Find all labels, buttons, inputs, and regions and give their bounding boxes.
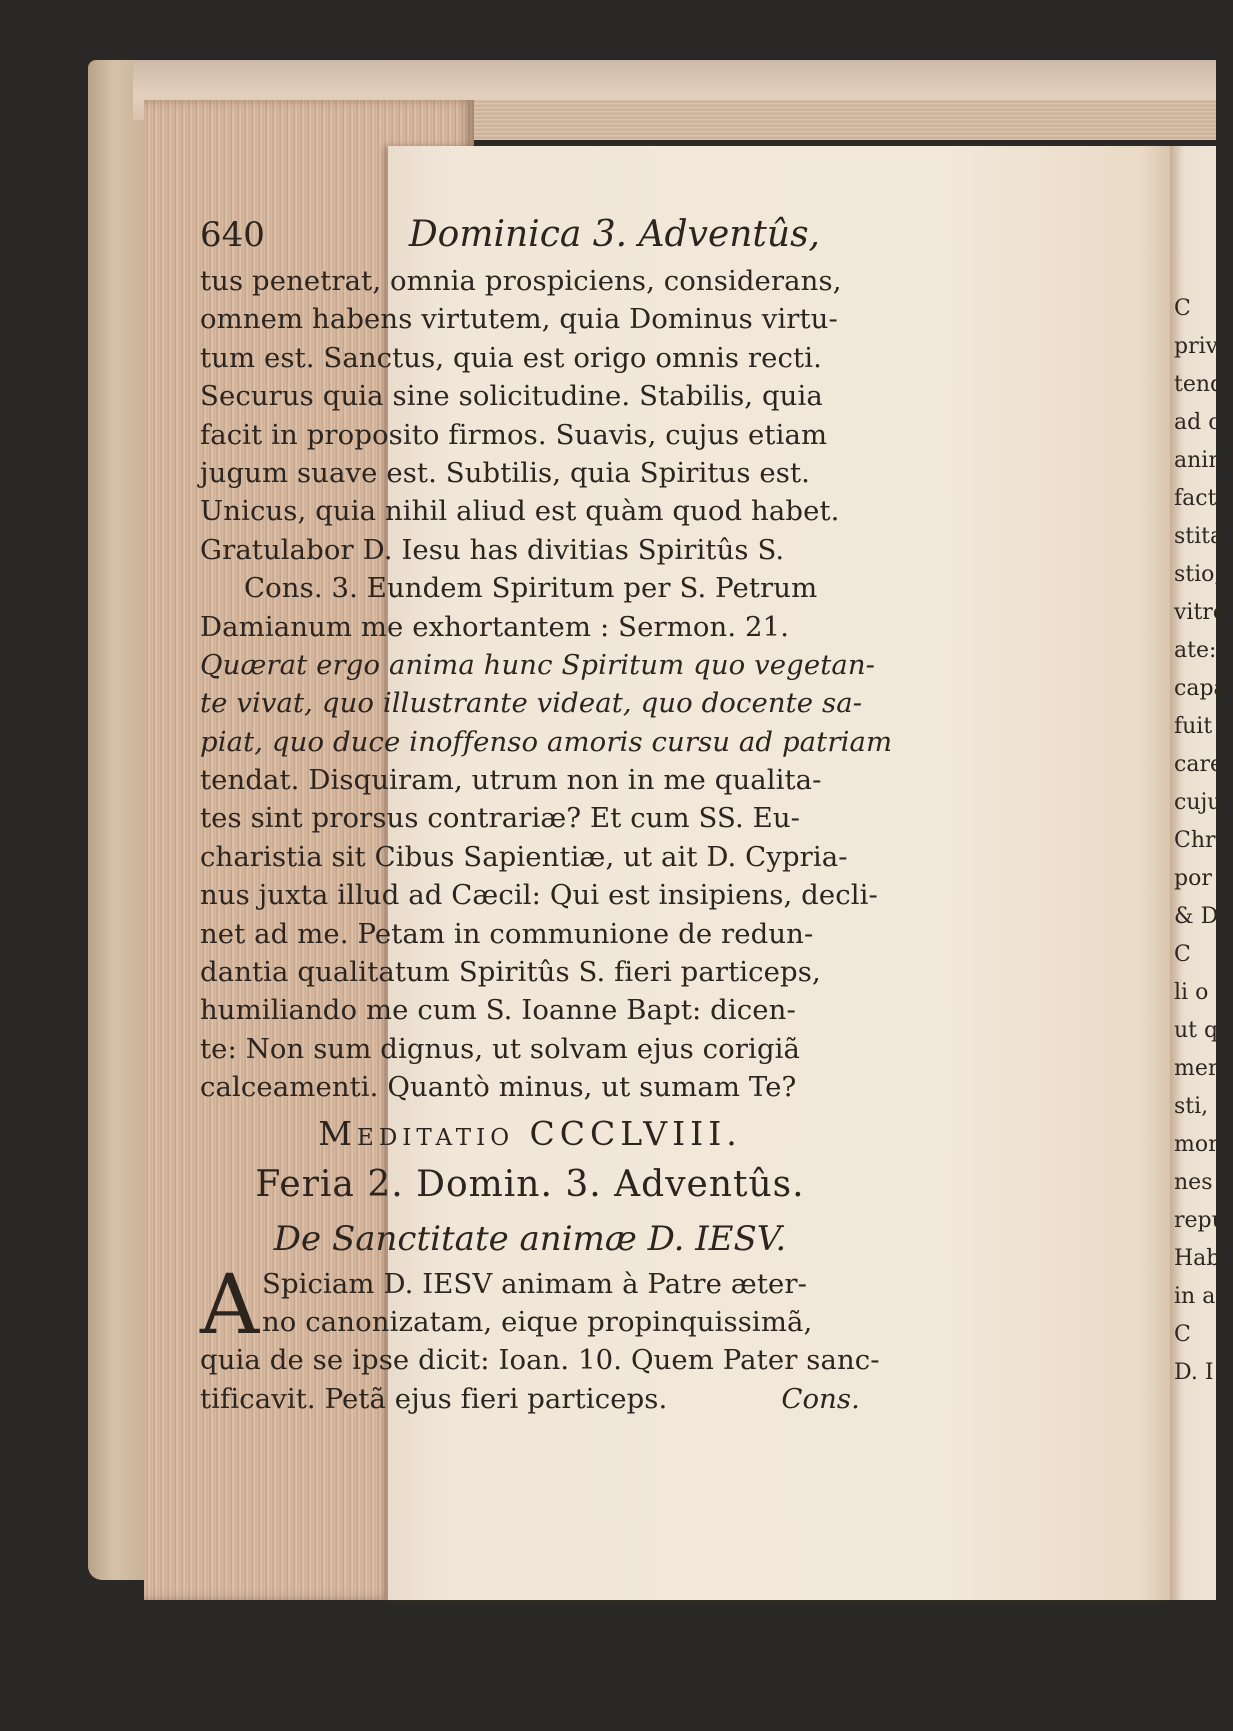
next-page-fragment: ate: xyxy=(1174,638,1217,663)
text-line: piat, quo duce inoffenso amoris cursu ad patriam xyxy=(200,725,893,758)
text-line: Unicus, quia nihil aliud est quàm quod habet. xyxy=(200,495,840,528)
next-page-fragment: capa xyxy=(1174,676,1227,701)
next-page-fragment: priv xyxy=(1174,334,1219,359)
drop-cap: A xyxy=(200,1257,260,1353)
feria-title: Feria 2. Domin. 3. Adventûs. xyxy=(255,1163,805,1205)
next-page-fragment: & D. xyxy=(1174,904,1225,929)
next-page-fragment: stio, xyxy=(1174,562,1222,587)
next-page-fragment: ut q xyxy=(1174,1018,1219,1043)
text-line: Gratulabor D. Iesu has divitias Spiritûs S. xyxy=(200,533,785,566)
text-line: te vivat, quo illustrante videat, quo docente sa- xyxy=(200,687,863,720)
next-page-fragment: factâ xyxy=(1174,486,1230,511)
text-line: Damianum me exhortantem : Sermon. 21. xyxy=(200,610,790,643)
next-page-fragment: in a xyxy=(1174,1284,1216,1309)
next-page-fragment: mer xyxy=(1174,1056,1219,1081)
next-page-fragment: C xyxy=(1174,1322,1191,1347)
text-line: tus penetrat, omnia prospiciens, considerans, xyxy=(200,265,842,297)
running-title: Dominica 3. Adventûs, xyxy=(408,214,820,255)
catchword: Cons. xyxy=(781,1382,860,1415)
text-line: Securus quia sine solicitudine. Stabilis, quia xyxy=(200,380,823,413)
body-paragraph xyxy=(200,262,860,569)
text-line: te: Non sum dignus, ut solvam ejus corigiã xyxy=(200,1032,801,1065)
text-line: tendat. Disquiram, utrum non in me qualita- xyxy=(200,764,822,797)
next-page-fragment: nes xyxy=(1174,1170,1213,1195)
text-line: calceamenti. Quantò minus, ut sumam Te? xyxy=(200,1071,797,1104)
text-line: net ad me. Petam in communione de redun- xyxy=(200,917,814,950)
text-line: Quærat ergo anima hunc Spiritum quo vegetan- xyxy=(200,648,876,681)
text-line: dantia qualitatum Spiritûs S. fieri particeps, xyxy=(200,956,821,989)
running-header xyxy=(200,208,860,262)
text-line: charistia sit Cibus Sapientiæ, ut ait D. Cypria- xyxy=(200,840,848,873)
next-page-fragment: anim xyxy=(1174,448,1230,473)
meditation-title: Meditatio CCCLVIII. xyxy=(318,1113,742,1153)
page-text xyxy=(200,208,893,1418)
next-page-fragment: C xyxy=(1174,296,1191,321)
next-page-fragment: li o xyxy=(1174,980,1209,1005)
text-line: tes sint prorsus contrariæ? Et cum SS. Eu- xyxy=(200,802,801,835)
next-page-fragment: D. I xyxy=(1174,1360,1214,1385)
text-line: omnem habens virtutem, quia Dominus virtu- xyxy=(200,303,838,336)
next-page-fragment: sti, xyxy=(1174,1094,1209,1119)
next-page-fragment: tend xyxy=(1174,372,1225,397)
next-page-fragment: repu xyxy=(1174,1208,1226,1233)
next-page-fragment: por xyxy=(1174,866,1212,891)
next-page-fragment: mor xyxy=(1174,1132,1219,1157)
text-line: tificavit. Petã ejus fieri particeps. xyxy=(200,1382,668,1415)
next-page-fragment: Hab xyxy=(1174,1246,1221,1271)
text-line: quia de se ipse dicit: Ioan. 10. Quem Pater sanc- xyxy=(200,1344,880,1377)
text-line: humiliando me cum S. Ioanne Bapt: dicen- xyxy=(200,994,796,1027)
text-line: tum est. Sanctus, quia est origo omnis recti. xyxy=(200,341,822,374)
text-line: jugum suave est. Subtilis, quia Spiritus est. xyxy=(200,456,810,489)
text-line: facit in proposito firmos. Suavis, cujus etiam xyxy=(200,418,828,451)
next-page-fragment: cuju xyxy=(1174,790,1222,815)
next-page-fragment: care xyxy=(1174,752,1223,777)
consideration-paragraph xyxy=(200,569,893,1106)
page-number: 640 xyxy=(200,215,265,255)
final-paragraph xyxy=(200,1257,880,1419)
last-line xyxy=(200,1380,860,1418)
text-line: Cons. 3. Eundem Spiritum per S. Petrum xyxy=(244,572,818,605)
next-page-fragment: Chr xyxy=(1174,828,1216,853)
next-page-fragment: stita xyxy=(1174,524,1224,549)
right-page-fragment xyxy=(1170,146,1233,1600)
book-cover-spine xyxy=(88,60,146,1580)
section-title: De Sanctitate animæ D. IESV. xyxy=(273,1218,787,1259)
text-line: nus juxta illud ad Cæcil: Qui est insipiens, decli- xyxy=(200,879,878,912)
text-line: Spiciam D. IESV animam à Patre æter- xyxy=(262,1267,807,1300)
text-line: no canonizatam, eique propinquissimã, xyxy=(262,1305,813,1338)
next-page-fragment: vitre xyxy=(1174,600,1226,625)
next-page-fragment: fuit xyxy=(1174,714,1213,739)
next-page-fragment: ad cc xyxy=(1174,410,1233,435)
next-page-fragment: C xyxy=(1174,942,1191,967)
